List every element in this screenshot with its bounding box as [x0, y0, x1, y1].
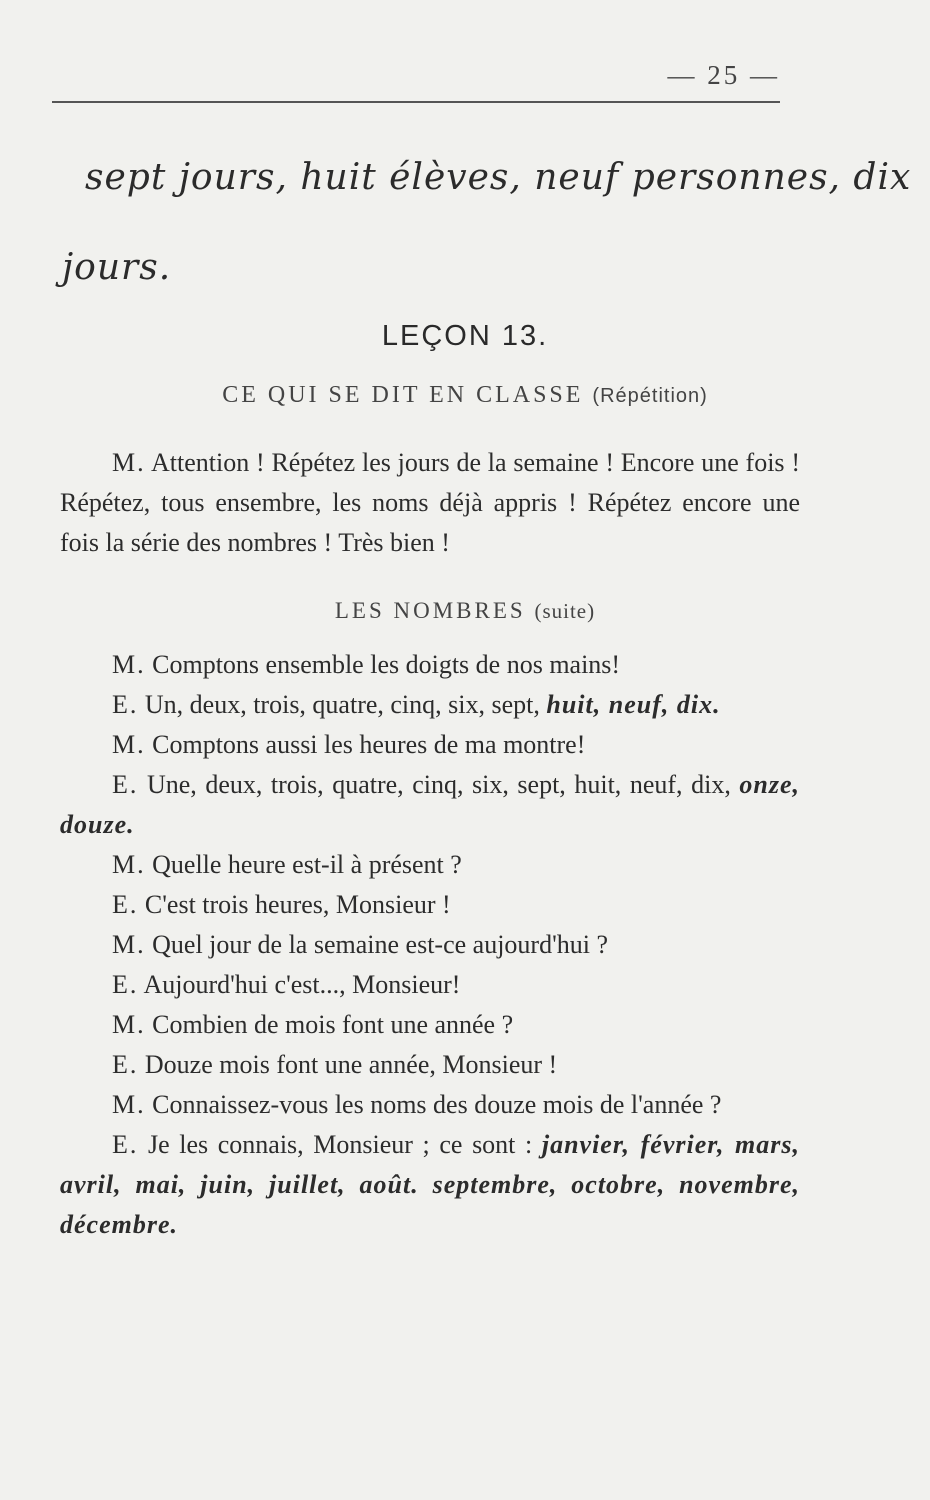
dialog-line	[60, 645, 800, 685]
dialog-text: Un, deux, trois, quatre, cinq, six, sept,	[144, 690, 540, 719]
section-heading	[0, 382, 930, 409]
numbers-subheading-title: LES NOMBRES	[334, 598, 526, 623]
dialog-text: Quelle heure est-il à présent ?	[152, 850, 462, 879]
dialog-line	[60, 1125, 800, 1245]
dialog-text: Douze mois font une année, Monsieur !	[144, 1050, 558, 1079]
numbers-subheading	[0, 598, 930, 624]
dialog-text: Combien de mois font une année ?	[152, 1010, 514, 1039]
dialog-text: Quel jour de la semaine est-ce aujourd'hui ?	[152, 930, 609, 959]
dialog-speaker: E.	[112, 890, 139, 919]
dialog-line	[60, 1005, 800, 1045]
dialog-line	[60, 1045, 800, 1085]
intro-speaker: M.	[112, 448, 146, 477]
dialog-text: Je les connais, Monsieur ; ce sont :	[148, 1130, 533, 1159]
dialog-line	[60, 1085, 800, 1125]
dialog-speaker: E.	[112, 970, 139, 999]
section-heading-subtitle: (Répétition)	[592, 385, 708, 407]
dialog-speaker: E.	[112, 1130, 139, 1159]
dialog-speaker: M.	[112, 850, 146, 879]
intro-paragraph	[60, 443, 800, 563]
handwriting-line-2: jours.	[62, 247, 172, 288]
dialog-text: Aujourd'hui c'est..., Monsieur!	[143, 970, 461, 999]
section-heading-title: CE QUI SE DIT EN CLASSE	[222, 382, 584, 408]
header-rule	[52, 101, 780, 103]
dialog-speaker: E.	[112, 1050, 139, 1079]
dialog-speaker: M.	[112, 650, 146, 679]
dialog-text: C'est trois heures, Monsieur !	[144, 890, 451, 919]
dialog-line	[60, 845, 800, 885]
dialog-text: Comptons ensemble les doigts de nos mains!	[152, 650, 621, 679]
dialog-speaker: M.	[112, 730, 146, 759]
page-number: — 25 —	[667, 60, 780, 90]
dialog-line	[60, 965, 800, 1005]
dialog-line	[60, 885, 800, 925]
handwriting-line-1: sept jours, huit élèves, neuf personnes, dix	[85, 157, 912, 198]
dialog-italic-text: huit, neuf, dix.	[546, 690, 721, 719]
dialog-line	[60, 765, 800, 845]
dialog-line	[60, 925, 800, 965]
dialog-text: Une, deux, trois, quatre, cinq, six, sept, huit, neuf, dix,	[146, 770, 731, 799]
intro-text: Attention ! Répétez les jours de la semaine ! Encore une fois ! Répétez, tous ensembre, les noms déjà appris ! Répétez encore une fois la série des nombres ! Très bien !	[60, 448, 800, 557]
dialog-text: Connaissez-vous les noms des douze mois de l'année ?	[152, 1090, 722, 1119]
dialog-speaker: E.	[112, 770, 139, 799]
dialog-speaker: E.	[112, 690, 139, 719]
dialog	[60, 645, 800, 1245]
lesson-title: LEÇON 13.	[381, 320, 549, 352]
dialog-line	[60, 685, 800, 725]
dialog-speaker: M.	[112, 1090, 146, 1119]
dialog-speaker: M.	[112, 1010, 146, 1039]
dialog-speaker: M.	[112, 930, 146, 959]
numbers-subheading-subtitle: (suite)	[534, 599, 596, 623]
dialog-line	[60, 725, 800, 765]
dialog-text: Comptons aussi les heures de ma montre!	[152, 730, 586, 759]
dialog-italic-text: onze, douze.	[60, 770, 801, 839]
dialog-italic-text: janvier, février, mars, avril, mai, juin, juillet, août. septembre, octobre, novembre, décembre.	[60, 1130, 801, 1239]
